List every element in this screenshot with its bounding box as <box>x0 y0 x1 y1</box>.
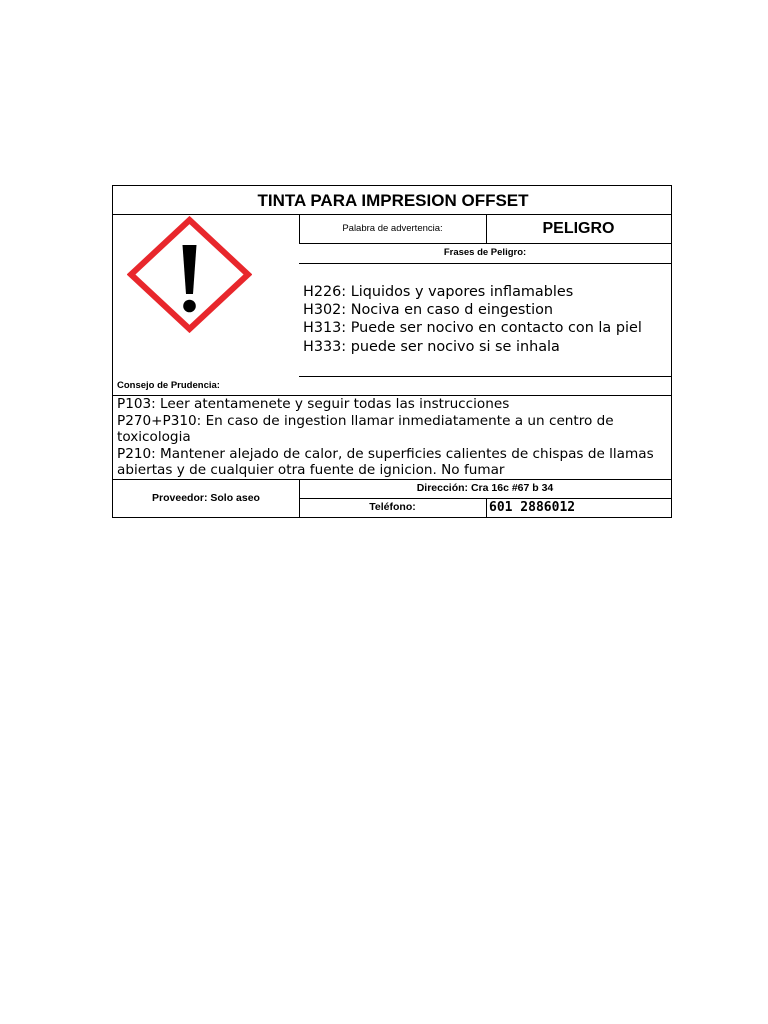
hazard-phrase: H226: Liquidos y vapores inflamables <box>303 284 574 300</box>
precaution-phrases <box>117 396 669 479</box>
phone-label: Teléfono: <box>369 501 416 513</box>
phone-value: 601 2886012 <box>489 500 576 515</box>
hazard-phrase: H302: Nociva en caso d eingestion <box>303 302 553 319</box>
address: Dirección: Cra 16c #67 b 34 <box>416 482 554 494</box>
signal-word-label: Palabra de advertencia: <box>342 223 443 234</box>
precaution-header: Consejo de Prudencia: <box>117 380 220 391</box>
hazard-header: Frases de Peligro: <box>443 247 527 258</box>
signal-word: PELIGRO <box>542 220 615 237</box>
precaution-phrase: P103: Leer atentamenete y seguir todas las instrucciones <box>117 396 510 412</box>
product-title: TINTA PARA IMPRESION OFFSET <box>257 191 529 210</box>
hazard-bottom-divider <box>299 376 671 377</box>
supplier: Proveedor: Solo aseo <box>152 492 260 504</box>
hazard-phrases <box>303 283 642 356</box>
precaution-phrase: P210: Mantener alejado de calor, de superficies calientes de chispas de llamas abiertas y de cualquier otra fuente de ignicion. No fumar <box>117 445 654 479</box>
hazard-header-divider <box>299 263 671 264</box>
hazard-phrase: H313: Puede ser nocivo en contacto con la piel <box>303 320 642 337</box>
precaution-phrase: P270+P310: En caso de ingestion llamar inmediatamente a un centro de toxicologia <box>117 412 614 446</box>
exclamation-mark-hazard-icon <box>127 216 252 333</box>
chemical-label <box>112 185 672 518</box>
hazard-phrase: H333: puede ser nocivo si se inhala <box>303 338 560 355</box>
phone-divider <box>486 498 487 517</box>
